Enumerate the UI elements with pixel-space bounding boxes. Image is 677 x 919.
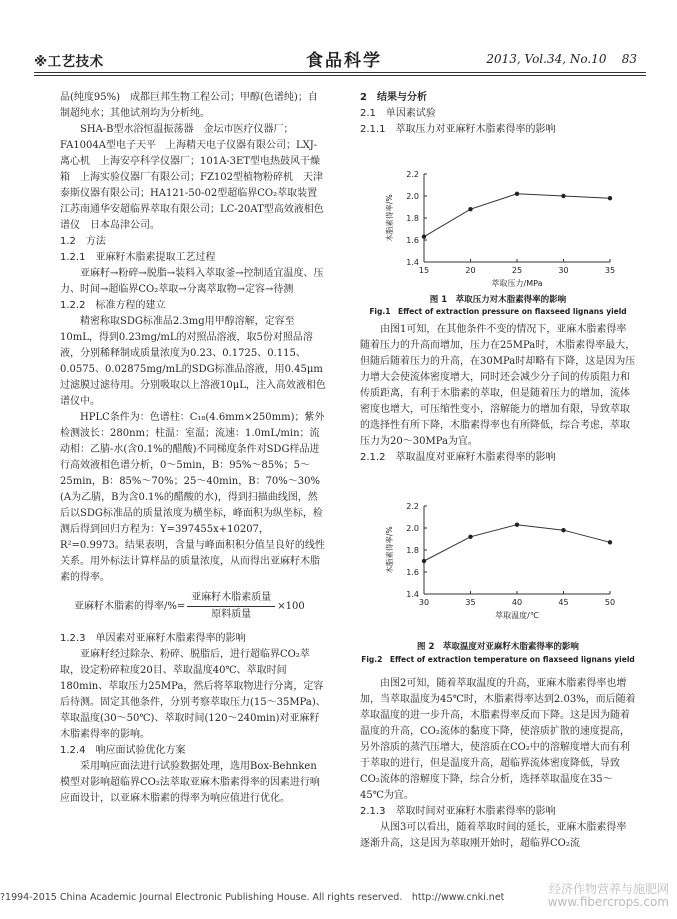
fig1-y-tick-label: 1.8 [406, 214, 419, 223]
section-heading: 1.2.1 亚麻籽木脂素提取工艺过程 [60, 252, 216, 263]
paragraph: 采用响应面法进行试验数据处理，选用Box-Behnken模型对影响超临界CO₂法萃取亚麻木脂素得率的因素进行响应面设计，以亚麻木脂素的得率为响应值进行优化。 [60, 761, 320, 804]
formula-rhs: ×100 [277, 600, 305, 612]
fig1-data-point [608, 196, 612, 200]
paragraph: 亚麻籽→粉碎→脱脂→装料入萃取釜→控制适宜温度、压力、时间→超临界CO₂萃取→分离萃取物→定容→待测 [60, 268, 324, 295]
paragraph: 由图2可知，随着萃取温度的升高，亚麻木脂素得率也增加，当萃取温度为45℃时，木脂素得率达到2.03%，而后随着萃取温度的进一步升高，木脂素得率反而下降。这是因为随着温度的升高，CO₂流体的黏度下降，使溶质扩散的速度提高，另外溶质的蒸汽压增大，使溶质在CO₂中的溶解度增大而有利于萃取的进行，但是温度升高，超临界流体密度降低，导致CO₂流体的溶解度下降，综合分析，选择萃取温度在35～45℃为宜。 [360, 678, 636, 801]
paragraph: 亚麻籽经过除杂、粉碎、脱脂后，进行超临界CO₂萃取，设定粉碎粒度20目、萃取温度40℃、萃取时间180min、萃取压力25MPa，然后将萃取物进行分离，定容后待测。固定其他条件，分别考察萃取压力(15～35MPa)、萃取温度(30～50℃)、萃取时间(120～240min)对亚麻籽木脂素得率的影响。 [60, 649, 326, 740]
figure-2-chart [378, 500, 622, 626]
fig2-y-tick-label: 2.0 [406, 524, 419, 533]
figure-2-marks [422, 523, 612, 564]
copyright-footer: ?1994-2015 China Academic Journal Electronic Publishing House. All rights reserved. http://www.cnki.net [0, 892, 505, 903]
fig1-data-point [422, 235, 426, 239]
fig2-x-tick-label: 45 [558, 598, 569, 607]
figure-1-axes [384, 170, 615, 288]
fig1-x-tick-label: 25 [511, 266, 523, 275]
figure-1-caption-en: Fig.1 Effect of extraction pressure on flaxseed lignans yield [369, 307, 627, 316]
fig2-series-line [424, 525, 610, 561]
watermark [548, 883, 669, 909]
watermark-line-1: 经济作物营养与施肥网 [548, 882, 669, 896]
right-column-middle [360, 322, 636, 466]
paragraph: 精密称取SDG标准品2.3mg用甲醇溶解，定容至10mL，得到0.23mg/mL的对照品溶液，取5份对照品溶液，分别稀释制成质量浓度为0.23、0.1725、0.115、0.0575、0.02875mg/mL的SDG标准品溶液，用0.45μm过滤膜过滤待用。分别吸取以上溶液10μL，注入高效液相色谱仪中。 [60, 316, 326, 407]
paragraph: SHA-B型水浴恒温振荡器 金坛市医疗仪器厂；FA1004A型电子天平 上海精天电子仪器有限公司；LXJ-离心机 上海安亭科学仪器厂；101A-3ET型电热鼓风干燥箱 上海实验仪器厂有限公司；FZ102型植物粉碎机 天津泰斯仪器有限公司；HA121-50-02型超临界CO₂萃取装置 江苏南通华安超临界萃取有限公司；LC-20AT型高效液相色谱仪 日本岛津公司。 [60, 124, 328, 231]
fig1-data-point [468, 207, 472, 211]
figure-2-axes [384, 502, 615, 620]
figure-1-chart [378, 168, 622, 294]
figure-1-marks [422, 192, 612, 239]
yield-formula [74, 590, 326, 623]
fig2-data-point [515, 523, 519, 527]
paragraph: 从图3可以看出，随着萃取时间的延长，亚麻木脂素得率逐渐升高，这是因为萃取刚开始时，超临界CO₂流 [360, 822, 627, 849]
section-heading: 1.2.3 单因素对亚麻籽木脂素得率的影响 [60, 633, 246, 644]
fig2-x-tick-label: 35 [465, 598, 476, 607]
right-column-top [360, 90, 636, 138]
fig2-data-point [561, 528, 565, 532]
formula-lhs: 亚麻籽木脂素的得率/%= [74, 600, 186, 612]
fig2-y-tick-label: 2.2 [406, 502, 419, 511]
fig1-x-tick-label: 20 [465, 266, 476, 275]
watermark-line-2: www.fibercrops.com [547, 895, 669, 909]
fig1-x-tick-label: 15 [418, 266, 430, 275]
header-rule-bottom [34, 75, 646, 76]
section-heading: 2.1.1 萃取压力对亚麻籽木脂素得率的影响 [360, 124, 556, 135]
formula-fraction [187, 590, 275, 623]
formula-denominator: 原料质量 [211, 609, 252, 620]
section-heading: 2.1.2 萃取温度对亚麻籽木脂素得率的影响 [360, 452, 556, 463]
figure-2-caption-cn: 图 2 萃取温度对亚麻籽木脂素得率的影响 [417, 642, 579, 652]
fig1-x-axis-label: 萃取压力/MPa [491, 279, 543, 288]
header-rule-top [34, 72, 646, 73]
fig2-y-tick-label: 1.6 [406, 568, 419, 577]
fig1-x-tick-label: 30 [558, 266, 569, 275]
issue-text: 2013, Vol.34, No.10 [486, 52, 607, 66]
journal-title: 食品科学 [306, 51, 382, 71]
left-column [60, 90, 326, 807]
section-heading: 1.2.2 标准方程的建立 [60, 300, 166, 311]
fig2-x-axis-label: 萃取温度/℃ [495, 611, 539, 620]
fig1-y-tick-label: 2.2 [406, 170, 419, 179]
fig1-y-tick-label: 1.4 [406, 258, 419, 267]
issue-info [486, 52, 637, 66]
right-column-bottom [360, 676, 636, 852]
paragraph: 品(纯度95%) 成都巨邦生物工程公司；甲醇(色谱纯)；自制超纯水；其他试剂均为分析纯。 [60, 92, 318, 119]
figure-2-caption-en: Fig.2 Effect of extraction temperature on flaxseed lignans yield [361, 655, 635, 664]
fig2-y-tick-label: 1.4 [406, 590, 419, 599]
fig2-x-tick-label: 30 [418, 598, 430, 607]
section-heading: 2.1.3 萃取时间对亚麻籽木脂素得率的影响 [360, 806, 556, 817]
fig2-y-tick-label: 1.8 [406, 546, 419, 555]
section-heading: 1.2 方法 [60, 236, 106, 247]
fig1-y-axis-label: 木脂素得率/% [385, 194, 394, 242]
section-heading: 1.2.4 响应面试验优化方案 [60, 745, 186, 756]
fig1-data-point [515, 192, 519, 196]
formula-numerator: 亚麻籽木脂素质量 [187, 590, 275, 607]
fig1-y-tick-label: 1.6 [406, 236, 419, 245]
section-label: ※工艺技术 [34, 54, 104, 70]
fig1-series-line [424, 194, 610, 237]
fig1-x-tick-label: 35 [604, 266, 616, 275]
paragraph: 由图1可知，在其他条件不变的情况下，亚麻木脂素得率随着压力的升高而增加，压力在25MPa时，木脂素得率最大，但随后随着压力的升高，在30MPa时却略有下降，这是因为压力增大会使流体密度增大，同时还会减少分子间的传质阻力和传质距离，有利于木脂素的萃取，但是随着压力的增加，流体密度也增大，可压缩性变小，溶解能力的增加有限，导致萃取的选择性有所下降，木脂素得率也有所降低，综合考虑，萃取压力为20～30MPa为宜。 [360, 324, 636, 447]
page-number: 83 [621, 52, 637, 66]
section-heading: 2 结果与分析 [360, 92, 427, 103]
fig2-data-point [468, 535, 472, 539]
fig2-data-point [422, 559, 426, 563]
fig2-x-tick-label: 40 [511, 598, 523, 607]
paragraph: HPLC条件为：色谱柱：C₁₈(4.6mm×250mm)；紫外检测波长：280nm；柱温：室温；流速：1.0mL/min；流动相：乙腈-水(含0.1%的醋酸)不同梯度条件对SDG样品进行高效液相色谱分析，0～5min，B：95%～85%；5～25min，B：85%～70%；25～40min，B：70%～30%(A为乙腈，B为含0.1%的醋酸的水)，得到扫描曲线图，然后以SDG标准品的质量浓度为横坐标，峰面积为纵坐标，检测后得到回归方程为：Y=397455x+10207，R²=0.9973。结果表明，含量与峰面积积分值呈良好的线性关系。用外标法计算样品的质量浓度，从而得出亚麻籽木脂素的得率。 [60, 412, 325, 583]
section-heading: 2.1 单因素试验 [360, 108, 436, 119]
fig2-data-point [608, 540, 612, 544]
fig2-y-axis-label: 木脂素得率/% [385, 526, 394, 574]
fig1-y-tick-label: 2.0 [406, 192, 419, 201]
fig1-data-point [561, 194, 565, 198]
fig2-x-tick-label: 50 [604, 598, 616, 607]
figure-1-caption-cn: 图 1 萃取压力对木脂素得率的影响 [429, 295, 567, 305]
